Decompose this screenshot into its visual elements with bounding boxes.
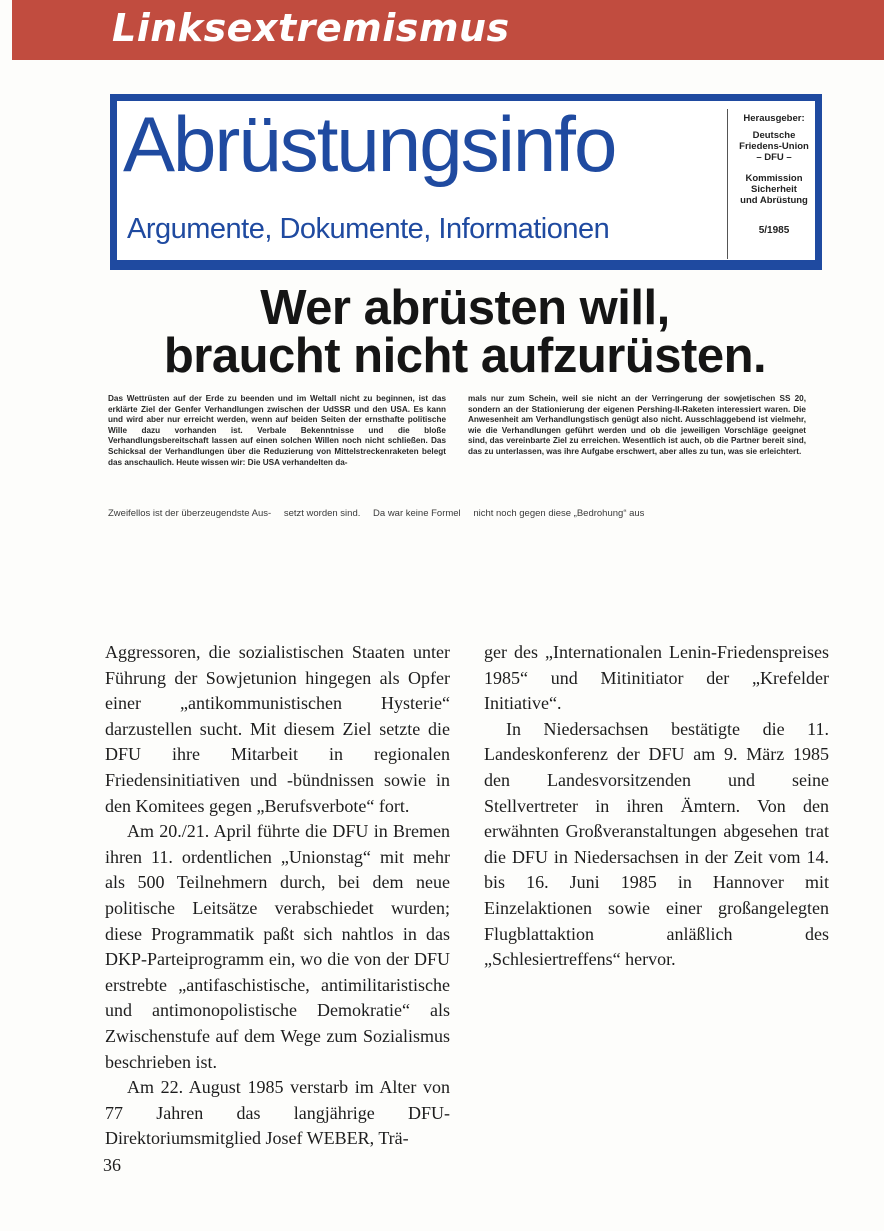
issue-number: 5/1985 [758,225,790,236]
article-column-left [105,640,450,1152]
section-title: Linksextremismus [112,6,510,50]
publisher-line: Friedens-Union [739,141,809,152]
commission-line: Sicherheit [751,184,797,195]
paragraph: Am 20./21. April führte die DFU in Bremen ihren 11. ordentlichen „Unionstag“ mit mehr als 500 Teilnehmern durch, bei dem neue politische Leitsätze verabschiedet wurden; diese Programmatik paßt sich nahtlos in das DKP-Parteiprogramm ein, wo die von der DFU erstrebte „antifaschistische, antimilitaristische und antimonopolistische Demokratie“ als Zwischenstufe auf dem Wege zum Sozialismus beschrieben ist. [105,821,450,1072]
publisher-line: – DFU – [756,152,792,163]
page-number: 36 [103,1155,121,1175]
paragraph: In Niedersachsen bestätigte die 11. Landeskonferenz der DFU am 9. März 1985 den Landesvorsitzenden und seine Stellvertreter in ihren Ämtern. Von den erwähnten Großveranstaltungen abgesehen trat die DFU in Niedersachsen in der Zeit vom 14. bis 16. Juni 1985 in Hannover mit Einzelaktionen sowie einer großangelegten Flugblattaktion anläßlich des „Schlesiertreffens“ hervor. [484,718,829,970]
clipping-headline [100,281,830,383]
publisher-line: Deutsche [752,130,796,141]
article-column-right [484,640,829,973]
masthead [110,94,822,270]
masthead-publisher-info [731,113,817,206]
continuation-fragment: setzt worden sind. [283,508,361,519]
publisher-label: Herausgeber: [743,113,805,124]
headline-line: braucht nicht aufzurüsten. [163,329,767,383]
commission-line: Kommission [745,173,803,184]
headline-line: Wer abrüsten will, [260,281,670,335]
masthead-title: Abrüstungsinfo [123,100,616,188]
masthead-divider [727,109,728,259]
continuation-fragment: nicht noch gegen diese „Bedrohung“ aus [473,508,645,519]
continuation-fragment: Da war keine Formel [373,508,461,519]
clipping-continuation-text [108,508,822,534]
newsletter-clipping [100,88,830,598]
lead-paragraph-left: Das Wettrüsten auf der Erde zu beenden und im Weltall nicht zu beginnen, ist das erklärte Ziel der Genfer Verhandlungen zwischen der UdSSR und den USA. Es kann und wird aber nur erreicht werden, wenn auf beiden Seiten der ernsthafte politische Wille dazu vorhanden ist. Verbale Bekenntnisse und die bloße Verhandlungsbereitschaft lassen auf einen solchen Willen noch nicht schließen. Das Schicksal der Verhandlungen über die Reduzierung von Mittelstreckenraketen belegt das anschaulich. Heute wissen wir: Die USA verhandelten da- [108,394,446,467]
lead-paragraph-right: mals nur zum Schein, weil sie nicht an der Verringerung der sowjetischen SS 20, sondern an der Stationierung der eigenen Pershing-II-Raketen interessiert waren. Die Anwesenheit am Verhandlungstisch genügt also nicht. Ausschlaggebend ist vielmehr, wie die Verhandlungen geführt werden und ob die jeweiligen Vorschläge geeignet sind, das vereinbarte Ziel zu erreichen. Wesentlich ist auch, ob die Partner bereit sind, das zu unterlassen, was ihre Aufgabe erschwert, aber alles zu tun, was sie erleichtert. [468,394,806,456]
paragraph: Am 22. August 1985 verstarb im Alter von 77 Jahren das langjährige DFU-Direktoriumsmitglied Josef WEBER, Trä- [105,1077,450,1149]
paragraph: Aggressoren, die sozialistischen Staaten unter Führung der Sowjetunion hingegen als Opfer einer „antikommunistischen Hysterie“ darzustellen sucht. Mit diesem Ziel setzte die DFU ihre Mitarbeit in regionalen Friedensinitiativen und -bündnissen sowie in den Komitees gegen „Berufsverbote“ fort. [105,642,450,816]
continuation-fragment: Zweifellos ist der überzeugendste Aus- [108,508,272,519]
masthead-subtitle: Argumente, Dokumente, Informationen [127,213,610,245]
commission-line: und Abrüstung [740,195,808,206]
section-banner [12,0,884,60]
paragraph: ger des „Internationalen Lenin-Friedenspreises 1985“ und Mitinitiator der „Krefelder Initiative“. [484,642,829,714]
